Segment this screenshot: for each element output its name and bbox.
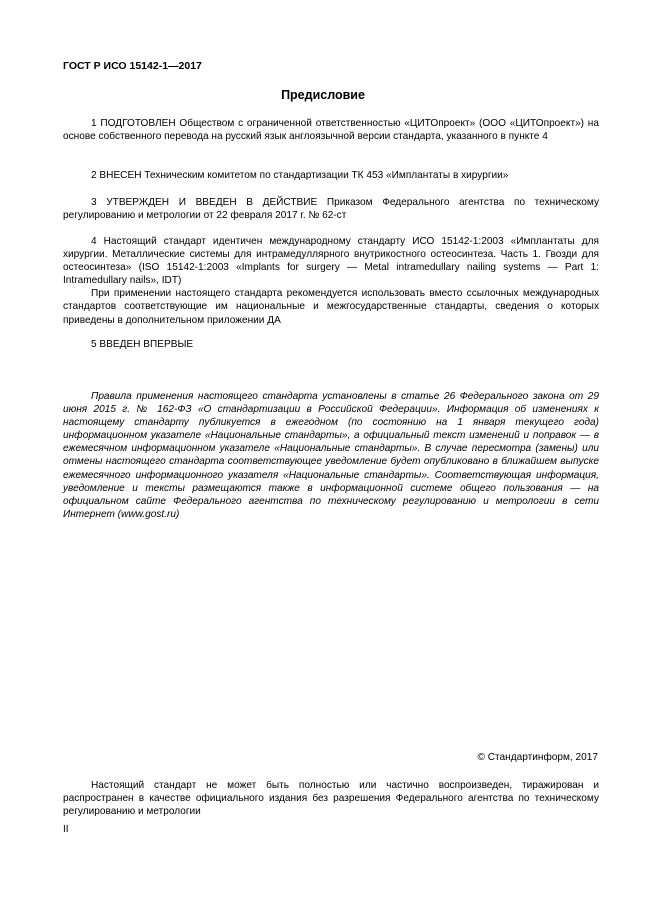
- document-code-header: ГОСТ Р ИСО 15142-1—2017: [63, 60, 202, 72]
- foreword-item-2-text: 2 ВНЕСЕН Техническим комитетом по стандартизации ТК 453 «Имплантаты в хирургии»: [91, 170, 509, 181]
- foreword-item-4-note: При применении настоящего стандарта рекомендуется использовать вместо ссылочных международных стандартов соответствующие им национальные и межгосударственные стандарты, сведения о которых приведены в дополнительном приложении ДА: [63, 288, 599, 326]
- application-rules-notice: [63, 390, 599, 521]
- page-number: II: [63, 824, 69, 835]
- foreword-item-3: [63, 196, 599, 222]
- application-rules-notice-text: Правила применения настоящего стандарта установлены в статье 26 Федерального закона от 29 июня 2015 г. № 162-ФЗ «О стандартизации в Российской Федерации». Информация об изменениях к настоящему стандарту публикуется в ежегодном (по состоянию на 1 января текущего года) информационном указателе «Национальные стандарты», а официальный текст изменений и поправок — в ежемесячном информационном указателе «Национальные стандарты». В случае пересмотра (замены) или отмены настоящего стандарта соответствующее уведомление будет опубликовано в ближайшем выпуске ежемесячного информационного указателя «Национальные стандарты». Соответствующая информация, уведомление и тексты размещаются также в информационной системе общего пользования — на официальном сайте Федерального агентства по техническому регулированию и метрологии в сети Интернет (www.gost.ru): [63, 391, 599, 520]
- reproduction-restriction: [63, 779, 599, 818]
- foreword-item-5-text: 5 ВВЕДЕН ВПЕРВЫЕ: [91, 339, 194, 350]
- page-title: Предисловие: [281, 88, 365, 102]
- foreword-item-1: [63, 117, 599, 143]
- foreword-item-3-text: 3 УТВЕРЖДЕН И ВВЕДЕН В ДЕЙСТВИЕ Приказом Федерального агентства по техническому регулированию и метрологии от 22 февраля 2017 г. № 62-ст: [63, 197, 599, 222]
- foreword-item-4-text: 4 Настоящий стандарт идентичен международному стандарту ИСО 15142-1:2003 «Имплантаты для хирургии. Металлические системы для интрамедуллярного внутрикостного остеосинтеза. Часть 1. Гвозди для остеосинтеза» (ISO 15142-1:2003 «Implants for surgery — Metal intramedullary nailing systems — Part 1: Intramedullary nails», IDT): [63, 236, 599, 287]
- foreword-item-5: [63, 338, 599, 351]
- foreword-item-1-text: 1 ПОДГОТОВЛЕН Обществом с ограниченной ответственностью «ЦИТОпроект» (ООО «ЦИТОпроект») на основе собственного перевода на русский язык англоязычной версии стандарта, указанного в пункте 4: [63, 118, 599, 143]
- foreword-item-4: [63, 235, 599, 327]
- reproduction-restriction-text: Настоящий стандарт не может быть полностью или частично воспроизведен, тиражирован и распространен в качестве официального издания без разрешения Федерального агентства по техническому регулированию и метрологии: [63, 780, 599, 818]
- copyright-notice: © Стандартинформ, 2017: [477, 752, 598, 763]
- foreword-item-2: [63, 169, 599, 182]
